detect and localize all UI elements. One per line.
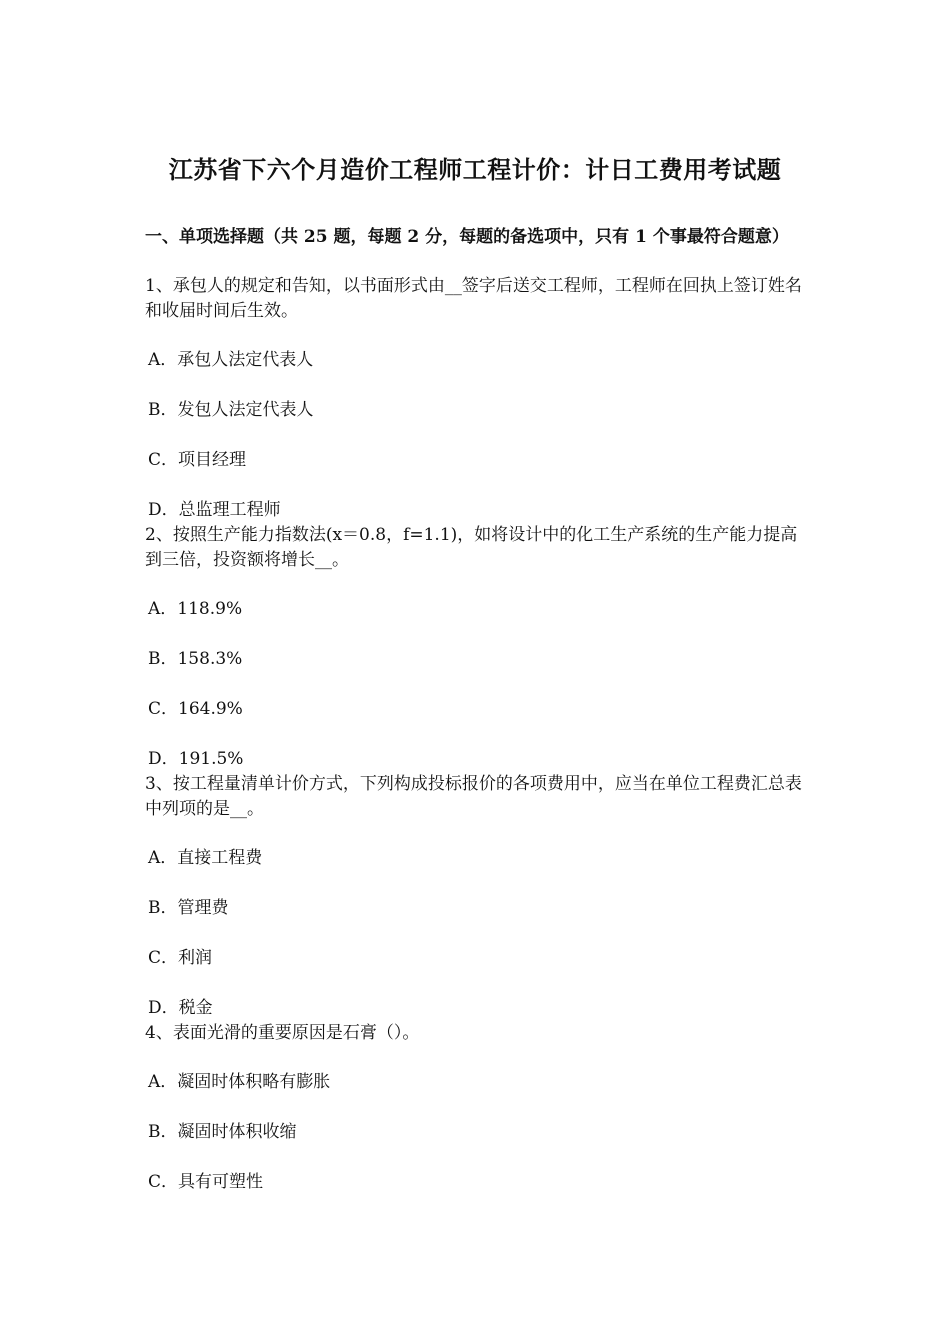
question-4-option-c: C．具有可塑性 — [148, 1172, 264, 1192]
document-title: 江苏省下六个月造价工程师工程计价：计日工费用考试题 — [168, 155, 782, 184]
question-1-text: 1、承包人的规定和告知，以书面形式由__签字后送交工程师，工程师在回执上签订姓名和收届时间后生效。 — [145, 276, 802, 321]
question-4-option-b: B．凝固时体积收缩 — [148, 1122, 297, 1142]
question-2-option-b: B．158.3% — [148, 649, 243, 669]
question-3-option-c: C．利润 — [148, 948, 213, 968]
question-2-option-a: A．118.9% — [148, 599, 243, 619]
question-2-option-d: D．191.5% — [148, 749, 244, 769]
question-4-text: 4、表面光滑的重要原因是石膏（）。 — [145, 1023, 420, 1043]
question-3-option-d: D．税金 — [148, 998, 213, 1018]
question-3-option-b: B．管理费 — [148, 898, 229, 918]
section-heading: 一、单项选择题（共 25 题，每题 2 分，每题的备选项中，只有 1 个事最符合题意） — [145, 227, 789, 247]
question-4-option-a: A．凝固时体积略有膨胀 — [148, 1072, 331, 1092]
question-3-text: 3、按工程量清单计价方式，下列构成投标报价的各项费用中，应当在单位工程费汇总表中列项的是__。 — [145, 774, 802, 819]
question-2-option-c: C．164.9% — [148, 699, 243, 719]
question-1-option-d: D．总监理工程师 — [148, 500, 281, 520]
question-3-option-a: A．直接工程费 — [148, 848, 263, 868]
question-2-text: 2、按照生产能力指数法(x＝0.8，f=1.1)，如将设计中的化工生产系统的生产能力提高到三倍，投资额将增长__。 — [145, 525, 798, 570]
question-1-option-a: A．承包人法定代表人 — [148, 350, 314, 370]
question-1-option-c: C．项目经理 — [148, 450, 247, 470]
question-1-option-b: B．发包人法定代表人 — [148, 400, 314, 420]
